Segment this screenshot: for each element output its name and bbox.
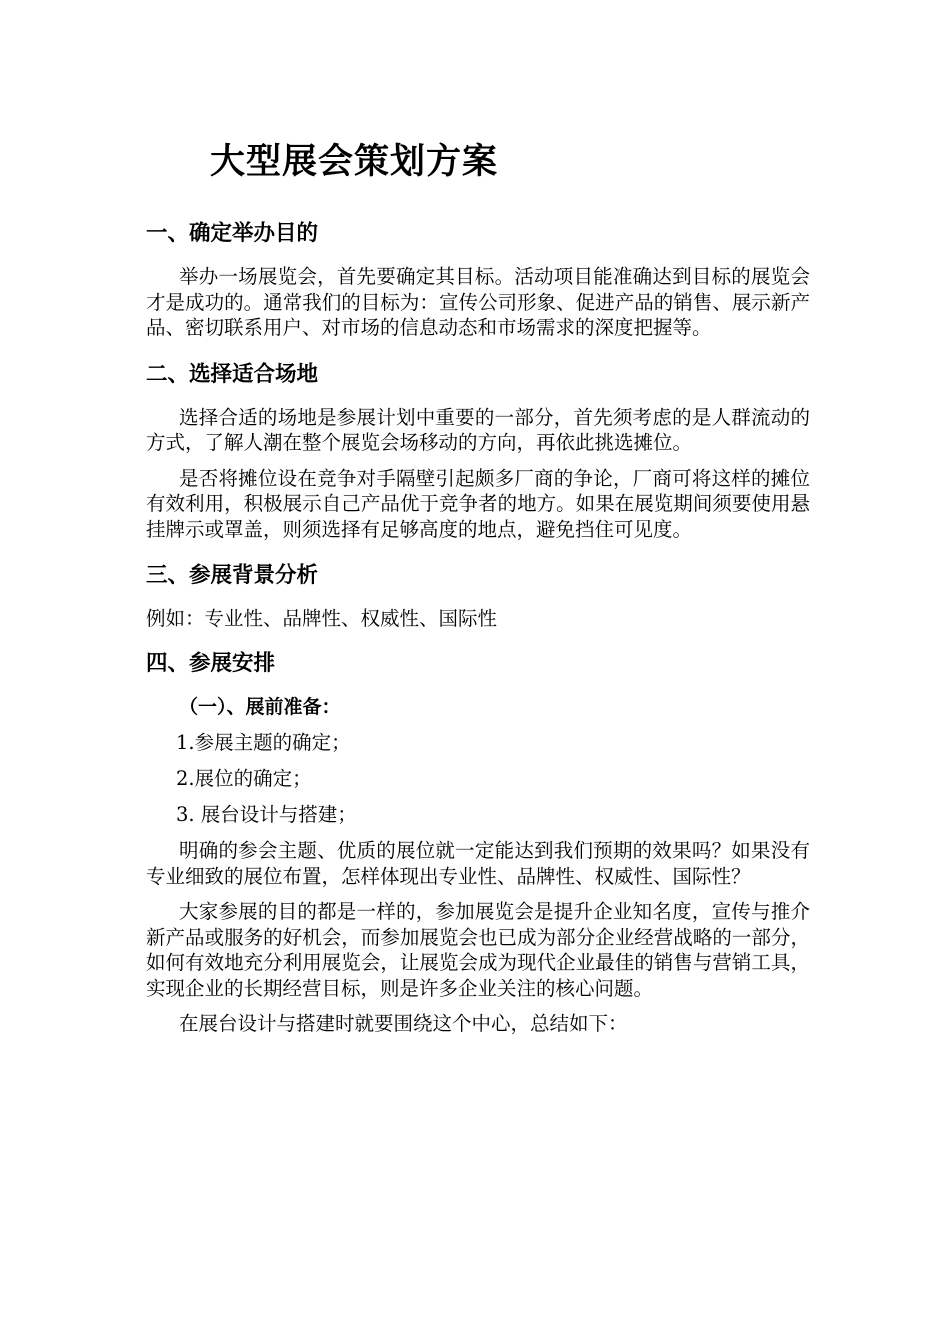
section-heading: 一、确定举办目的 — [146, 221, 319, 246]
section-heading: 二、选择适合场地 — [146, 361, 319, 387]
paragraph: 在展台设计与搭建时就要围绕这个中心，总结如下： — [179, 1012, 628, 1035]
list-item: 1.参展主题的确定； — [176, 731, 351, 754]
list-item: 3. 展台设计与搭建； — [176, 803, 357, 826]
paragraph: 选择合适的场地是参展计划中重要的一部分，首先须考虑的是人群流动的方式，了解人潮在整个展览会场移动的方向，再依此挑选摊位。 — [146, 405, 810, 454]
section-heading: 三、参展背景分析 — [146, 563, 319, 588]
section-purpose — [146, 218, 810, 341]
section-arrangement — [146, 648, 810, 1037]
list-item: 2.展位的确定； — [176, 767, 312, 790]
document-title: 大型展会策划方案 — [210, 142, 499, 182]
section-background-analysis — [146, 560, 810, 632]
section-heading: 四、参展安排 — [146, 651, 276, 676]
document-body — [146, 218, 810, 1047]
paragraph: 是否将摊位设在竞争对手隔壁引起颇多厂商的争论，厂商可将这样的摊位有效利用，积极展示自己产品优于竞争者的地方。如果在展览期间须要使用悬挂牌示或罩盖，则须选择有足够高度的地点，避免挡住可见度。 — [146, 466, 810, 541]
paragraph: 明确的参会主题、优质的展位就一定能达到我们预期的效果吗？如果没有专业细致的展位布置，怎样体现出专业性、品牌性、权威性、国际性？ — [146, 839, 810, 888]
section-venue — [146, 359, 810, 543]
subsection-heading: （一）、展前准备： — [179, 696, 341, 718]
paragraph: 大家参展的目的都是一样的，参加展览会是提升企业知名度，宣传与推介新产品或服务的好机会，而参加展览会也已成为部分企业经营战略的一部分，如何有效地充分利用展览会，让展览会成为现代企业最佳的销售与营销工具，实现企业的长期经营目标，则是许多企业关注的核心问题。 — [146, 900, 810, 1000]
paragraph: 举办一场展览会，首先要确定其目标。活动项目能准确达到目标的展览会才是成功的。通常我们的目标为：宣传公司形象、促进产品的销售、展示新产品、密切联系用户、对市场的信息动态和市场需求的深度把握等。 — [146, 265, 810, 339]
paragraph: 例如：专业性、品牌性、权威性、国际性 — [146, 607, 498, 630]
